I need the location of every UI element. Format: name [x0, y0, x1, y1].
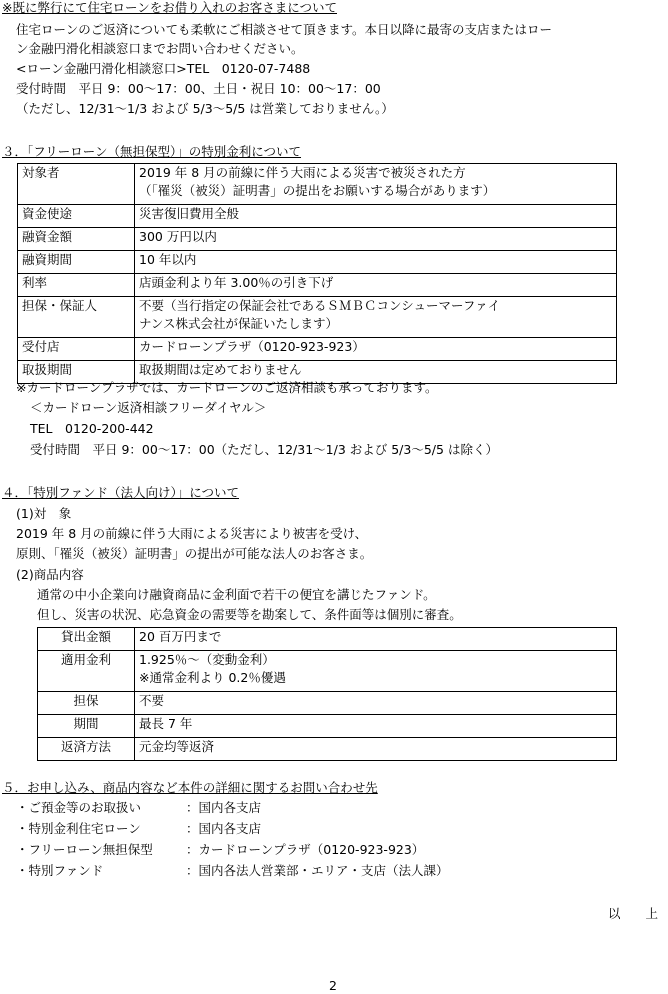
table-value: カードローンプラザ（0120-923-923） — [135, 338, 617, 361]
subsection-title: (2)商品内容 — [16, 567, 84, 582]
table-value: 店頭金利より年 3.00％の引き下げ — [135, 274, 617, 297]
free-loan-table — [17, 163, 617, 384]
section-4-heading: ４．「特別ファンド（法人向け）」について — [2, 485, 240, 500]
table-label: 融資金額 — [18, 228, 135, 251]
table-value: 元金均等返済 — [135, 738, 617, 761]
table-label: 融資期間 — [18, 251, 135, 274]
table-value-line: 不要（当行指定の保証会社であるＳＭＢＣコンシューマーファイ — [139, 298, 501, 313]
table-value-line: 2019 年 8 月の前線に伴う大雨による災害で被災された方 — [139, 165, 466, 180]
table-row — [38, 715, 617, 738]
table-value: 取扱期間は定めておりません — [135, 361, 617, 384]
table-value-line: （「罹災（被災）証明書」の提出をお願いする場合があります） — [139, 183, 496, 198]
page-number: 2 — [329, 978, 337, 993]
table-label: 対象者 — [18, 164, 135, 205]
section-prev-line: 受付時間 平日 9：00～17：00、土日・祝日 10：00～17：00 — [16, 81, 381, 96]
table-row — [18, 251, 617, 274]
subsection-text: 但し、災害の状況、応急資金の需要等を勘案して、条件面等は個別に審査。 — [37, 607, 462, 622]
contact-label: ・特別ファンド — [16, 863, 104, 878]
section-prev-line: 住宅ローンのご返済についても柔軟にご相談させて頂きます。本日以降に最寄の支店またはロー — [16, 22, 553, 37]
table-row — [38, 692, 617, 715]
subsection-title: (1)対 象 — [16, 506, 72, 521]
card-loan-note: ＜カードローン返済相談フリーダイヤル＞ — [30, 400, 267, 415]
table-row — [18, 164, 617, 205]
subsection-text: 2019 年 8 月の前線に伴う大雨による災害により被害を受け、 — [16, 526, 368, 541]
section-3-heading: ３．「フリーローン（無担保型）」の特別金利について — [2, 144, 302, 159]
table-value-line: 1.925％～（変動金利） — [139, 652, 275, 667]
table-value — [135, 164, 617, 205]
contact-label: ・フリーローン無担保型 — [16, 842, 153, 857]
special-fund-table — [37, 627, 617, 761]
contact-label: ・特別金利住宅ローン — [16, 821, 141, 836]
table-value: 300 万円以内 — [135, 228, 617, 251]
section-prev-line: （ただし、12/31～1/3 および 5/3～5/5 は営業しておりません。） — [16, 101, 394, 116]
table-label: 取扱期間 — [18, 361, 135, 384]
table-value: 災害復旧費用全般 — [135, 205, 617, 228]
table-label: 担保 — [38, 692, 135, 715]
table-row — [18, 274, 617, 297]
contact-value: ：カードローンプラザ（0120-923-923） — [186, 842, 425, 857]
card-loan-note: ※カードローンプラザでは、カードローンのご返済相談も承っております。 — [16, 380, 438, 395]
table-row — [38, 651, 617, 692]
table-value — [135, 297, 617, 338]
table-label: 受付店 — [18, 338, 135, 361]
table-label: 返済方法 — [38, 738, 135, 761]
section-prev-line: <ローン金融円滑化相談窓口>TEL 0120-07-7488 — [16, 61, 311, 76]
section-5-heading: ５．お申し込み、商品内容など本件の詳細に関するお問い合わせ先 — [2, 780, 378, 795]
table-label: 貸出金額 — [38, 628, 135, 651]
table-row — [18, 205, 617, 228]
card-loan-note: 受付時間 平日 9：00～17：00（ただし、12/31～1/3 および 5/3～5/5 は除く） — [30, 442, 498, 457]
card-loan-note: TEL 0120-200-442 — [30, 421, 154, 436]
table-value: 10 年以内 — [135, 251, 617, 274]
subsection-text: 原則、「罹災（被災）証明書」の提出が可能な法人のお客さま。 — [16, 546, 373, 561]
table-label: 適用金利 — [38, 651, 135, 692]
table-value: 20 百万円まで — [135, 628, 617, 651]
section-prev-heading: ※既に弊行にて住宅ローンをお借り入れのお客さまについて — [2, 0, 337, 15]
table-row — [38, 738, 617, 761]
table-value-line: ※通常金利より 0.2％優遇 — [139, 670, 286, 685]
table-row — [18, 297, 617, 338]
contact-label: ・ご預金等のお取扱い — [16, 800, 142, 815]
table-row — [38, 628, 617, 651]
table-label: 担保・保証人 — [18, 297, 135, 338]
closing-mark: 以 上 — [608, 906, 659, 921]
table-value: 最長 7 年 — [135, 715, 617, 738]
contact-value: ：国内各法人営業部・エリア・支店（法人課） — [186, 863, 449, 878]
table-value-line: ナンス株式会社が保証いたします） — [139, 316, 339, 331]
section-prev-line: ン金融円滑化相談窓口までお問い合わせください。 — [16, 41, 304, 56]
table-label: 利率 — [18, 274, 135, 297]
contact-value: ：国内各支店 — [186, 821, 262, 836]
table-label: 資金使途 — [18, 205, 135, 228]
contact-value: ：国内各支店 — [186, 800, 262, 815]
table-label: 期間 — [38, 715, 135, 738]
table-value — [135, 651, 617, 692]
table-row — [18, 338, 617, 361]
table-value: 不要 — [135, 692, 617, 715]
subsection-text: 通常の中小企業向け融資商品に金利面で若干の便宜を講じたファンド。 — [37, 587, 436, 602]
table-row — [18, 228, 617, 251]
